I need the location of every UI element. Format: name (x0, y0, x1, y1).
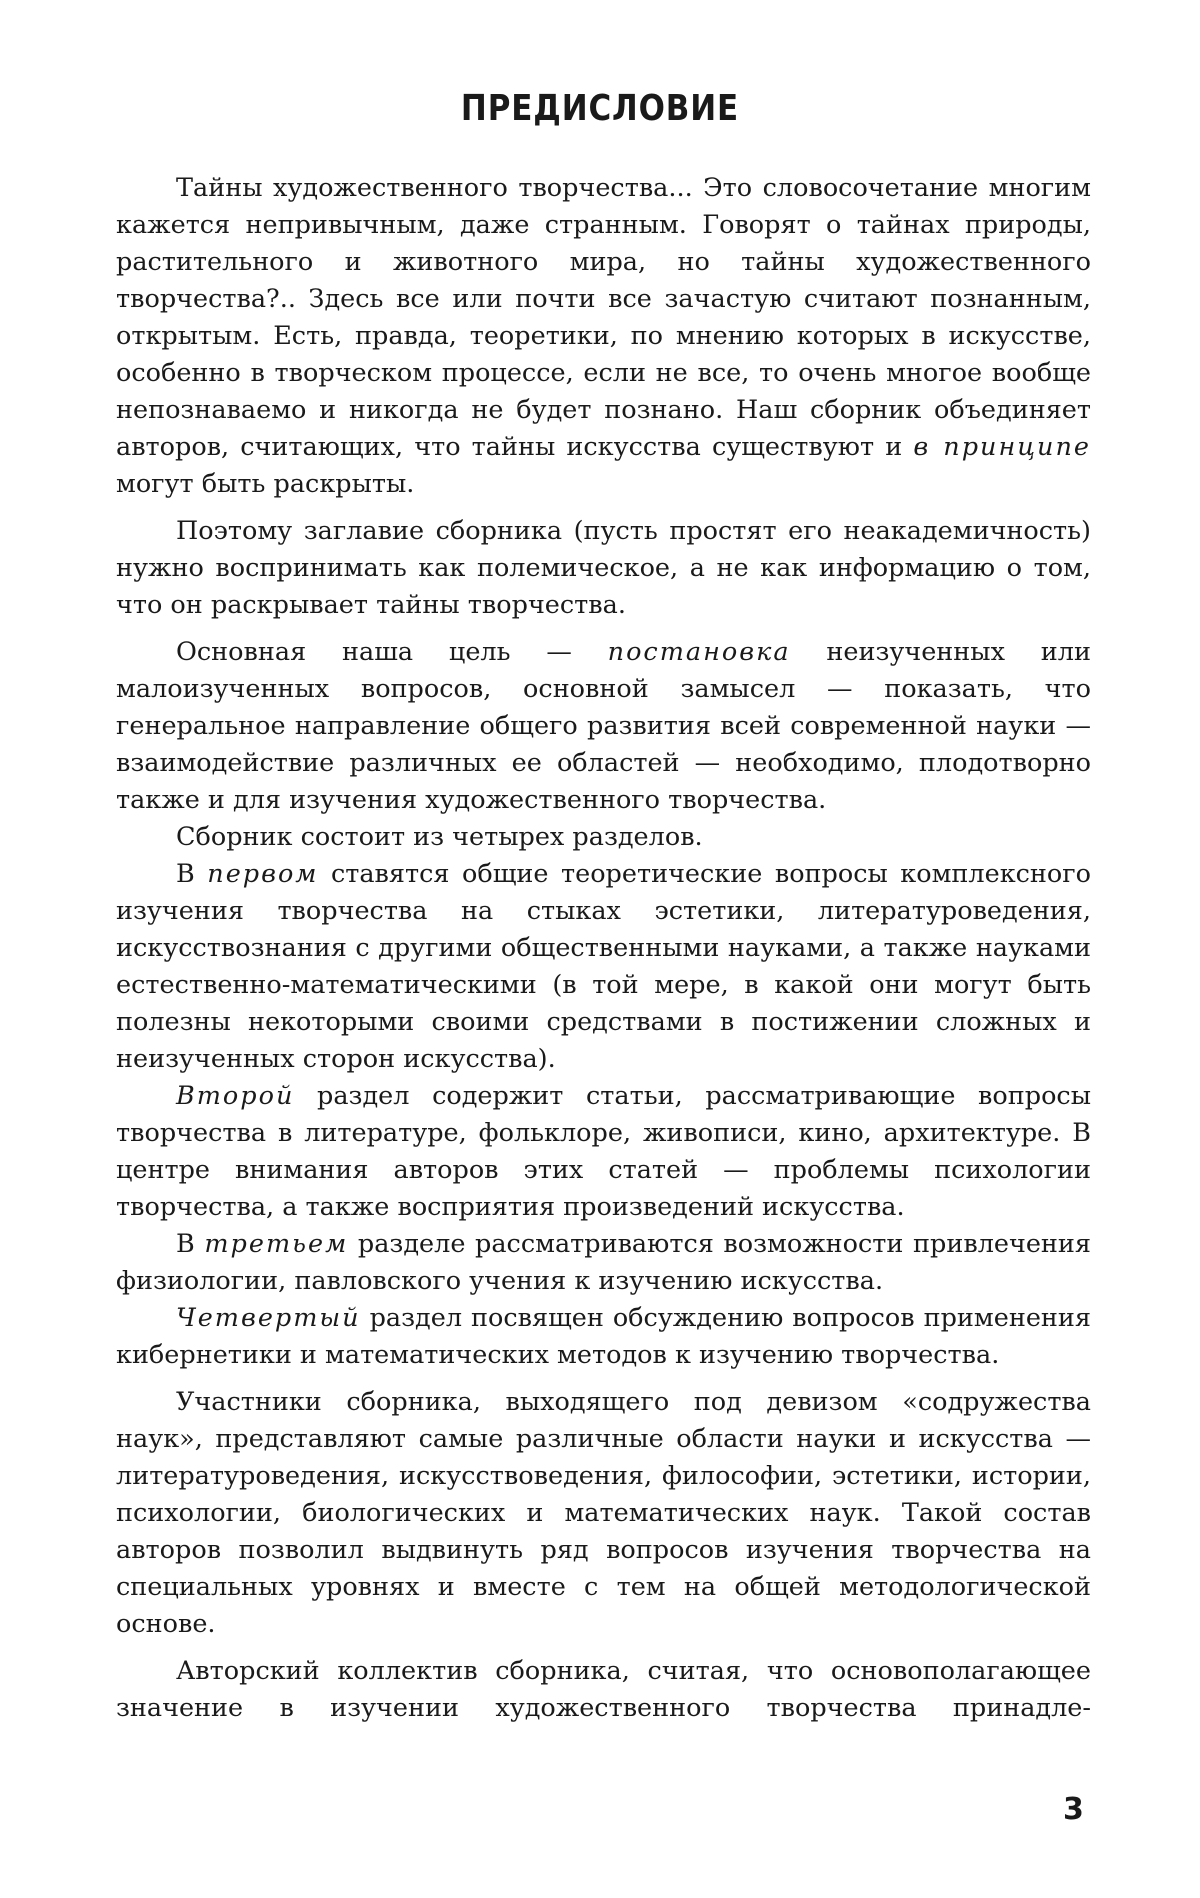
paragraph-text: В (176, 1229, 195, 1259)
paragraph (116, 1226, 1091, 1300)
paragraph-text: В (176, 859, 195, 889)
page-title: ПРЕДИСЛОВИЕ (460, 88, 740, 129)
body-text (116, 170, 1091, 1727)
paragraph (116, 819, 1091, 856)
paragraph-text: Основная наша цель — (176, 637, 572, 667)
paragraph-text: Участники сборника, выходящего под девизом «содружества наук», представляют самые различные области науки и искусства — литературоведения, искусствоведения, философии, эстетики, истории, психологии, биологических и математических наук. Такой состав авторов позволил выдвинуть ряд вопросов изучения творчества на специальных уровнях и вместе с тем на общей методологической основе. (116, 1387, 1091, 1639)
paragraph-text: разделе рассматриваются возможности привлечения физиологии, павловского учения к изучению искусства. (116, 1229, 1092, 1296)
paragraph (116, 170, 1091, 503)
paragraph (116, 513, 1091, 624)
paragraph (116, 1078, 1091, 1226)
paragraph-text: Авторский коллектив сборника, считая, что основополагающее значение в изучении художественного творчества принадле- (116, 1656, 1091, 1723)
paragraph-text: раздел содержит статьи, рассматривающие вопросы творчества в литературе, фольклоре, живописи, кино, архитектуре. В центре внимания авторов этих статей — проблемы психологии творчества, а также восприятия произведений искусства. (116, 1081, 1092, 1222)
paragraph (116, 1653, 1091, 1727)
paragraph (116, 1300, 1091, 1374)
paragraph-text: Поэтому заглавие сборника (пусть простят его неакадемичность) нужно воспринимать как полемическое, а не как информацию о том, что он раскрывает тайны творчества. (116, 516, 1091, 620)
paragraph (116, 1384, 1091, 1643)
paragraph-text: раздел посвящен обсуждению вопросов применения кибернетики и математических методов к изучению творчества. (116, 1303, 1091, 1370)
paragraph-text: ставятся общие теоретические вопросы комплексного изучения творчества на стыках эстетики, литературоведения, искусствознания с другими общественными науками, а также науками естественно-математическими (в той мере, в какой они могут быть полезны некоторыми своими средствами в постижении сложных и неизученных сторон искусства). (116, 859, 1091, 1074)
emphasis-text: Четвертый (176, 1303, 361, 1333)
emphasis-text: в принципе (913, 432, 1091, 462)
paragraph (116, 856, 1091, 1078)
paragraph-text: могут быть раскрыты. (116, 469, 415, 499)
paragraph (116, 634, 1091, 819)
emphasis-text: постановка (607, 637, 791, 667)
emphasis-text: третьем (204, 1229, 349, 1259)
paragraph-text: неизученных или малоизученных вопросов, основной замысел — показать, что генеральное направление общего развития всей современной науки — взаимодействие различных ее областей — необходимо, плодотворно также и для изучения художественного творчества. (116, 637, 1091, 815)
paragraph-text: Тайны художественного творчества... Это словосочетание многим кажется непривычным, даже странным. Говорят о тайнах природы, растительного и животного мира, но тайны художественного творчества?.. Здесь все или почти все зачастую считают познанным, открытым. Есть, правда, теоретики, по мнению которых в искусстве, особенно в творческом процессе, если не все, то очень многое вообще непознаваемо и никогда не будет познано. Наш сборник объединяет авторов, считающих, что тайны искусства существуют и (116, 173, 1091, 462)
page-number: 3 (1063, 1792, 1084, 1827)
emphasis-text: Второй (176, 1081, 295, 1111)
emphasis-text: первом (207, 859, 319, 889)
paragraph-text: Сборник состоит из четырех разделов. (176, 822, 703, 852)
